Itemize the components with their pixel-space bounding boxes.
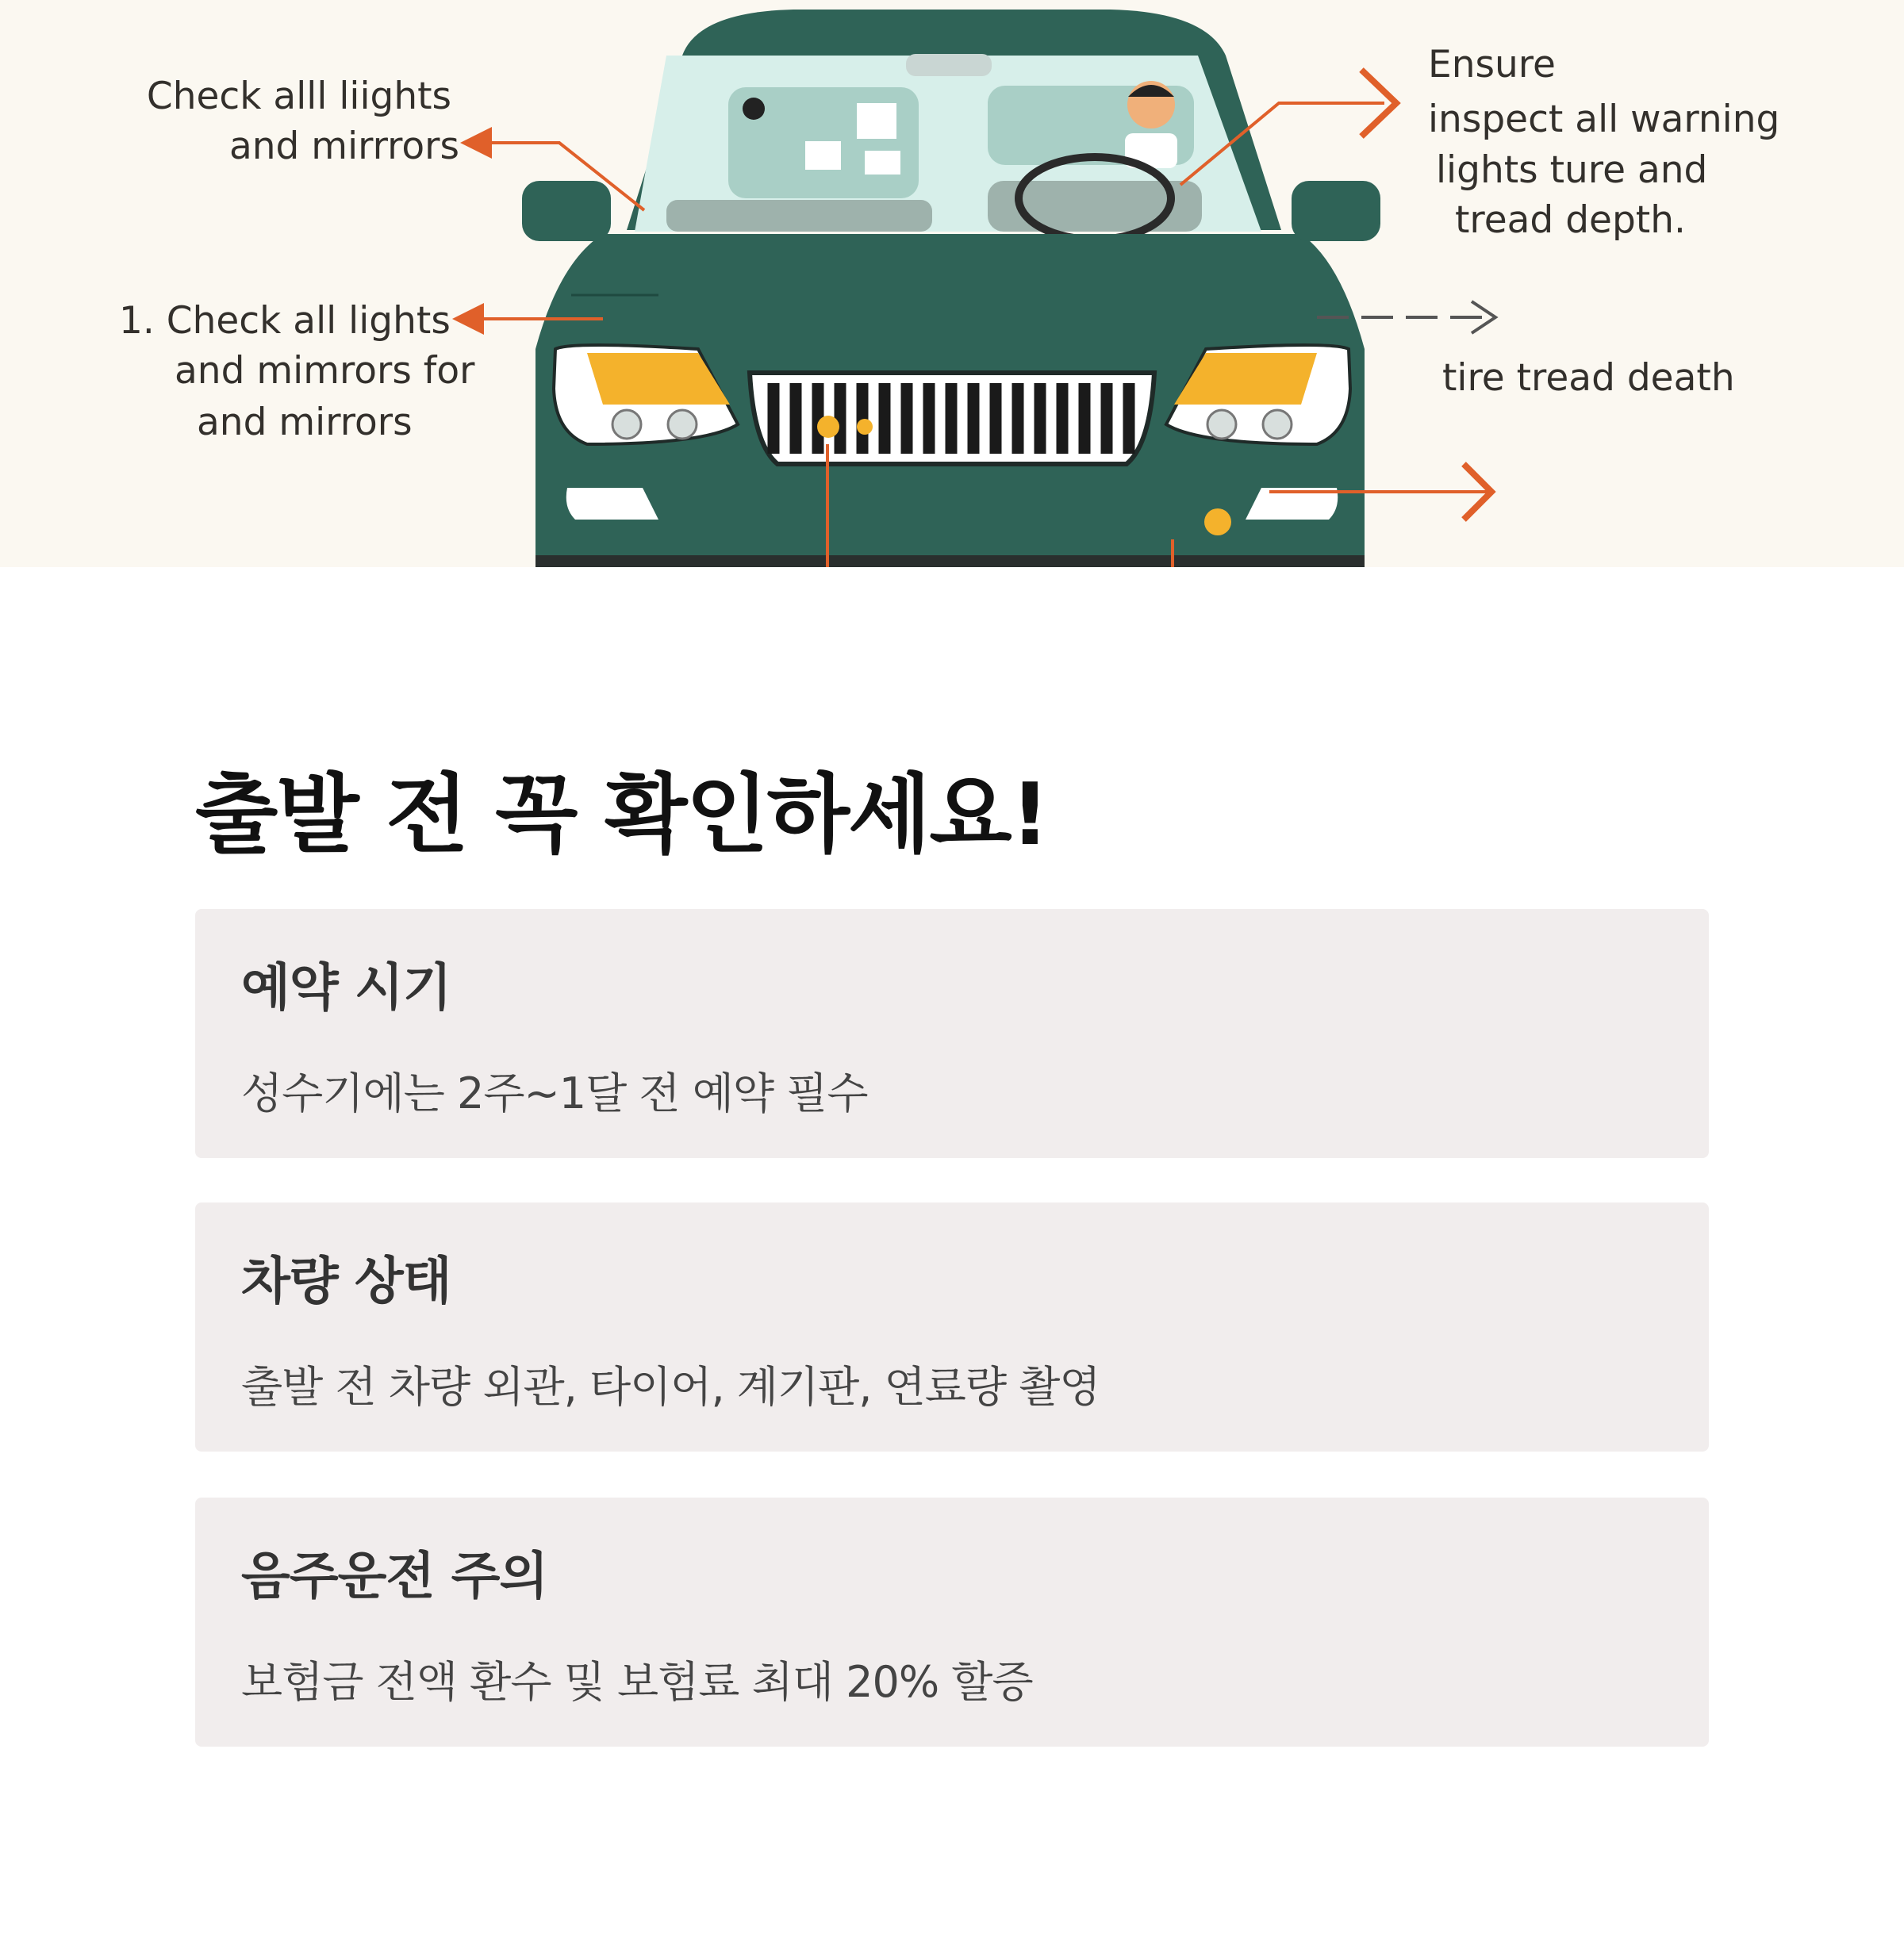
callout-top-right-line-2: inspect all warning: [1428, 98, 1780, 141]
callout-top-right-line-4: tread depth.: [1455, 198, 1686, 242]
fog-light-left: [566, 488, 658, 520]
callout-top-right-line-3: lights ture and: [1436, 148, 1708, 192]
section-title: 출발 전 꼭 확인하세요!: [195, 765, 1049, 865]
tip-card-vehicle-condition: [195, 1202, 1709, 1452]
card-title: 예약 시기: [241, 959, 451, 1018]
emblem-right: [1204, 508, 1231, 535]
tip-card-reservation: [195, 909, 1709, 1158]
car-bumper-bottom: [536, 555, 1365, 567]
callout-top-left-line-1: Check alll liights: [146, 75, 452, 118]
side-mirror-left: [522, 181, 611, 241]
callout-mid-left-line-1: 1. Check all lights: [119, 299, 451, 343]
card-body: 출발 전 차량 외관, 타이어, 계기판, 연료량 촬영: [241, 1362, 1100, 1412]
side-mirror-right: [1292, 181, 1380, 241]
card-body: 보험금 전액 환수 및 보험료 최대 20% 할증: [241, 1657, 1033, 1707]
callout-mid-right: tire tread death: [1442, 356, 1735, 400]
card-body: 성수기에는 2주~1달 전 예약 필수: [241, 1068, 868, 1118]
car-seat-left: [666, 200, 932, 232]
tip-card-drunk-driving: [195, 1498, 1709, 1747]
callout-mid-left-line-3: and mirrors: [197, 401, 413, 444]
car-inspection-illustration: [0, 0, 1904, 567]
rearview-mirror: [906, 54, 992, 76]
callout-top-left-line-2: and mirrrors: [228, 125, 459, 168]
callout-top-right-line-1: Ensure: [1428, 43, 1556, 86]
callout-mid-left-line-2: and mimrors for: [175, 349, 475, 393]
card-title: 음주운전 주의: [241, 1548, 548, 1606]
card-title: 차량 상태: [241, 1252, 451, 1311]
emblem-left: [817, 416, 839, 438]
